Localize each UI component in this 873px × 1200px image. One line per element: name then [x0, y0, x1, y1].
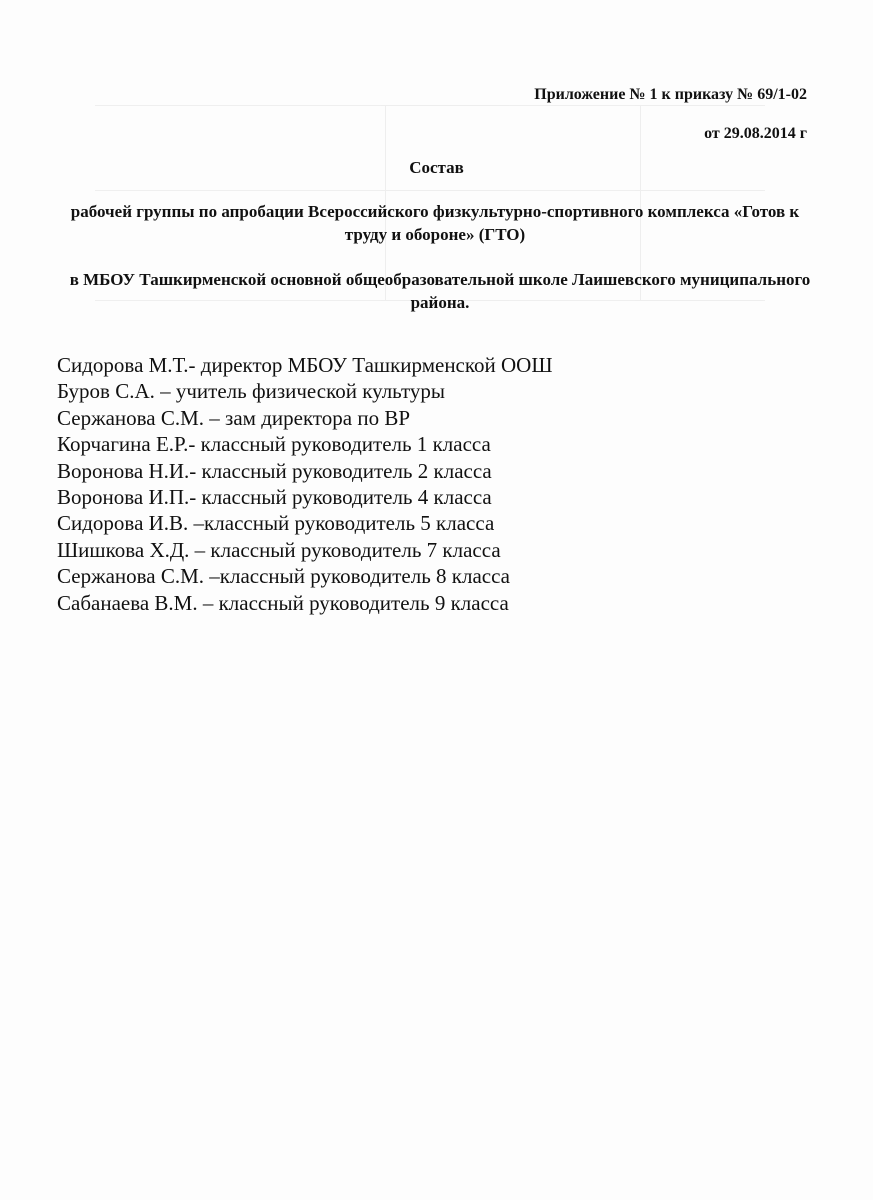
- appendix-reference: Приложение № 1 к приказу № 69/1-02: [534, 86, 807, 103]
- member-item: Сабанаева В.М. – классный руководитель 9 класса: [57, 590, 509, 615]
- member-item: Шишкова Х.Д. – классный руководитель 7 класса: [57, 537, 501, 562]
- member-item: Сидорова М.Т.- директор МБОУ Ташкирменской ООШ: [57, 353, 553, 377]
- member-item: Сержанова С.М. – зам директора по ВР: [57, 405, 411, 430]
- school-name: в МБОУ Ташкирменской основной общеобразовательной школе Лаишевского муниципального района.: [69, 270, 811, 312]
- member-item: Корчагина Е.Р.- классный руководитель 1 класса: [57, 432, 491, 457]
- document-title: Состав: [409, 158, 464, 177]
- member-item: Воронова И.П.- классный руководитель 4 класса: [57, 485, 492, 510]
- document-subtitle: рабочей группы по апробации Всероссийского физкультурно-спортивного комплекса «Готов к труду и обороне» (ГТО): [70, 202, 800, 244]
- member-list: [57, 352, 553, 616]
- order-date: от 29.08.2014 г: [704, 125, 807, 142]
- member-item: Сержанова С.М. –классный руководитель 8 класса: [57, 564, 510, 589]
- member-item: Сидорова И.В. –классный руководитель 5 класса: [57, 511, 495, 536]
- member-item: Буров С.А. – учитель физической культуры: [57, 379, 445, 404]
- member-item: Воронова Н.И.- классный руководитель 2 класса: [57, 458, 492, 483]
